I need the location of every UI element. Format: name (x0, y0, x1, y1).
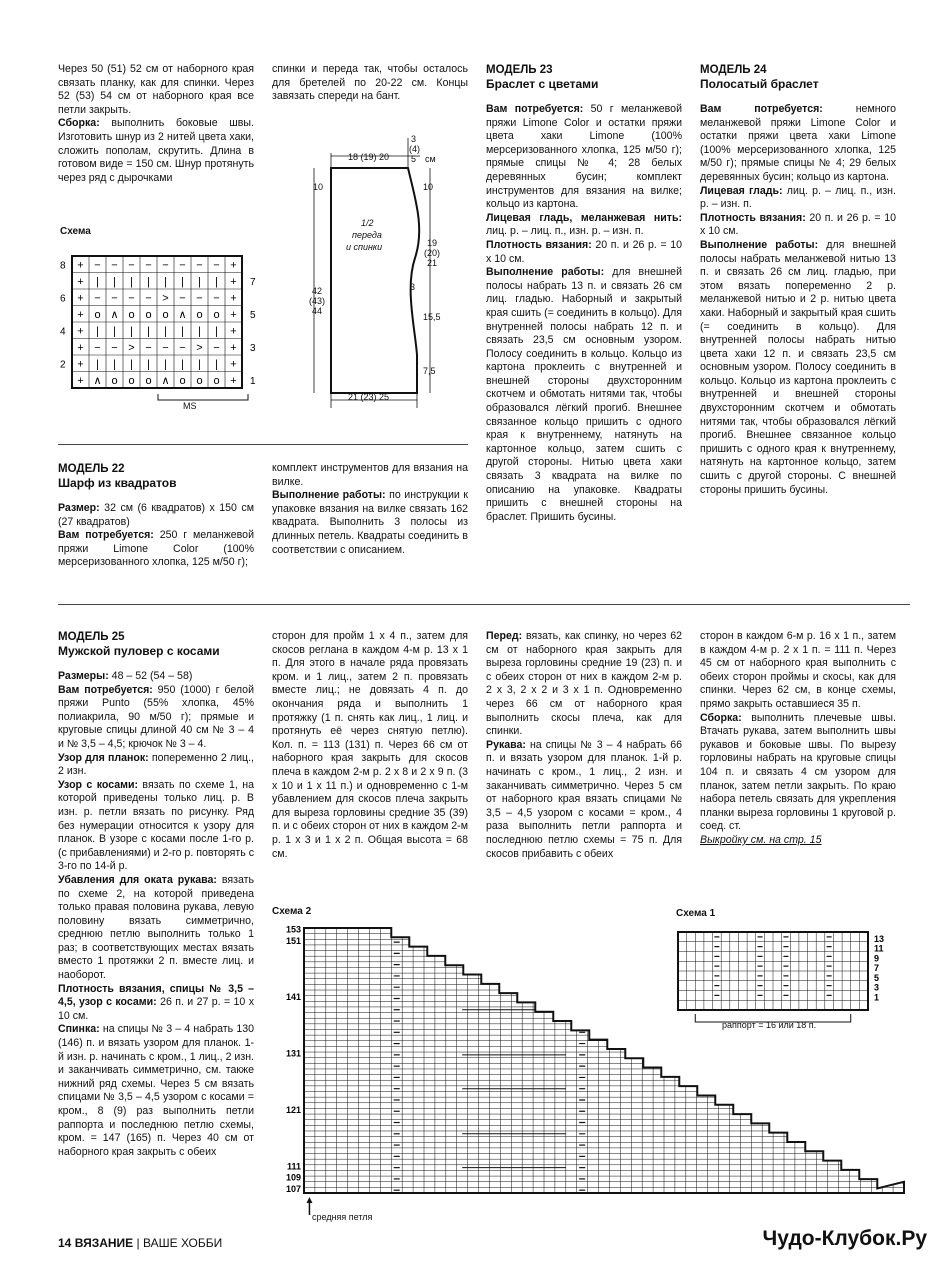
stitch-symbol: o (94, 308, 101, 321)
paragraph: Вам потребуется: 50 г меланжевой пряжи Limone Color и остатки пряжи цвета хаки Limone (100% мерсеризованного хлопка, 125 м/50 г); прямые спицы № 4; 28 белых деревянных бусин; комплект инструментов для вязания на вилке; кольцо из картона. (486, 103, 682, 211)
dim-label: 7,5 (423, 366, 436, 376)
stitch-symbol: + (230, 292, 237, 305)
dim-label: 5 (411, 154, 417, 164)
row-label: 5 (874, 972, 880, 983)
model-title: Браслет с цветами (486, 77, 599, 91)
paragraph: Плотность вязания: 20 п. и 26 р. = 10 х 10 см. (486, 238, 682, 265)
stitch-symbol: − (111, 292, 118, 305)
dim-label: 21 (427, 258, 438, 268)
row-number: 7 (250, 276, 256, 288)
stitch-symbol: | (181, 358, 184, 371)
paragraph: Вам потребуется: 950 (1000) г белой пряжи Punto (55% хлопка, 45% полиакрила, 90 м/50 г); прямые и круговые спицы длиной 40 см № 3 – 4 и № 3,5 – 4,5; крючок № 3 – 4. (58, 683, 254, 750)
stitch-symbol: o (145, 308, 152, 321)
stitch-symbol: | (164, 325, 167, 338)
row-labels (874, 934, 884, 1003)
stitch-symbol: − (213, 341, 220, 354)
stitch-symbol: + (230, 374, 237, 387)
stitch-symbol: | (147, 325, 150, 338)
row-label: 141 (285, 992, 301, 1003)
stitch-symbol: − (213, 259, 220, 272)
stitch-symbol: | (147, 358, 150, 371)
stitch-symbol: | (130, 325, 133, 338)
dim-label: 3 (411, 134, 417, 144)
stitch-symbol: | (164, 275, 167, 288)
paragraph: Рукава: на спицы № 3 – 4 набрать 66 п. и вязать узором для планок. 1-й р. начинать с кром., 1 лиц., 2 изн. и заканчивать симметрично. Через 5 см от наборного края вязать спицами № 3,5 – 4,5 узором с косами = кром., 4 раза выполнить петли раппорта и последнюю петлю схемы = 75 п. Для скосов прибавить с обеих (486, 738, 682, 860)
row-label: 153 (285, 924, 301, 935)
row-label: 1 (874, 992, 880, 1003)
stitch-symbol: | (130, 275, 133, 288)
model24-col (700, 63, 896, 497)
model-number: МОДЕЛЬ 23 (486, 64, 553, 76)
paragraph: Плотность вязания, спицы № 3,5 – 4,5, узор с косами: 26 п. и 27 р. = 10 х 10 см. (58, 982, 254, 1022)
stitch-symbol: − (111, 341, 118, 354)
stitch-symbol: + (77, 308, 84, 321)
stitch-symbol: | (113, 358, 116, 371)
row-number: 2 (60, 359, 66, 371)
dim-label: (4) (409, 144, 420, 154)
paragraph: Лицевая гладь, меланжевая нить: лиц. р. – лиц. п., изн. р. – изн. п. (486, 211, 682, 238)
dim-label: 18 (19) 20 (348, 152, 390, 162)
stitch-symbol: o (128, 374, 135, 387)
stitch-symbol: | (96, 358, 99, 371)
stitch-symbol: | (215, 358, 218, 371)
schema-title: Схема (60, 226, 91, 237)
row-label: 151 (285, 935, 301, 946)
stitch-symbol: | (215, 325, 218, 338)
dim-label: 10 (313, 182, 324, 192)
stitch-symbol: o (128, 308, 135, 321)
stitch-symbol: o (196, 374, 203, 387)
stitch-symbol: − (145, 259, 152, 272)
schema1-grid (678, 932, 868, 1010)
dim-label: (20) (424, 248, 441, 258)
pattern-caption: переда (352, 230, 382, 240)
stitch-symbol: + (77, 275, 84, 288)
row-label: 9 (874, 953, 880, 964)
row-number: 6 (60, 293, 66, 305)
stitch-symbol: | (96, 275, 99, 288)
magazine-name: ВЯЗАНИЕ (74, 1236, 134, 1250)
paragraph: Спинка: на спицы № 3 – 4 набрать 130 (146) п. и вязать узором для планок. 1-й изн. р. начинать с кром., 1 лиц., 2 изн. и заканчивать симметрично, см. также нижний ряд схемы. Через 5 см вязать спицами № 3,5 – 4,5 узором с косами = кром., 8 (9) раз выполнить петли раппорта и последнюю петлю схемы, кром. = 147 (165) п. Через 40 см от наборного края закрыть с обеих (58, 1023, 254, 1158)
paragraph: Перед: вязать, как спинку, но через 62 см от наборного края закрыть для выреза горловины средние 19 (23) п. и с обеих сторон от них в каждом 2-м р. 2 х 3, 2 х 2 и 3 х 1 п. Одновременно через 66 см от наборного края выполнить скосы плеча, как для спинки. (486, 630, 682, 738)
paragraph: Выполнение работы: по инструкции к упаковке вязания на вилке связать 162 квадрата. Выполнить 3 полосы из длинных петель. Квадраты соединить в соответствии с описанием. (272, 489, 468, 556)
paragraph: Вам потребуется: немного меланжевой пряжи Limone Color и остатки пряжи цвета хаки Limone (100% мерсеризованного хлопка, 125 м/50 г); прямые спицы № 4; 29 белых деревянных бусин; кольцо из картона. (700, 103, 896, 183)
paragraph: Узор с косами: вязать по схеме 1, на которой приведены только лиц. р. В изн. р. петли вязать по рисунку. Ряд без нумерации относится к узору для планок. В узоре с косами после 1-го р. (с прибавлениями) и 2-го р. повторять с 3-го по 14-й р. (58, 778, 254, 873)
paragraph: Плотность вязания: 20 п. и 26 р. = 10 х 10 см. (700, 211, 896, 238)
pattern-caption: и спинки (346, 242, 383, 252)
model-title: Шарф из квадратов (58, 476, 177, 490)
paragraph: Выполнение работы: для внешней полосы набрать 13 п. и связать 26 см лиц. гладью. Наборный и закрытый края сшить (= соединить в кольцо). Для внутренней полосы набрать 12 п. и связать 23,5 см основным узором. Полосу соединить в кольцо. Кольцо из картона проклеить с внутренней и внешней стороны двухсторонним скотчем и обмотать нитями так, чтобы образовался лёгкий прогиб. Внешнее связанное кольцо пришить с одного края к внутреннему, натянуть на картонное кольцо, затем сшить с другой стороны. Нитью цвета хаки связать 3 квадрата на вилке по описанию на упаковке. Квадраты пришить с внешней стороны на браслет. Пришить бусины. (486, 266, 682, 523)
row-number: 4 (60, 326, 66, 338)
row-label: 13 (874, 933, 885, 944)
model25-col1 (58, 630, 254, 1159)
stitch-symbol: + (230, 308, 237, 321)
model22-col2 (272, 462, 468, 557)
stitch-symbol: | (96, 325, 99, 338)
model23-col (486, 63, 682, 524)
stitch-symbol: o (196, 308, 203, 321)
stitch-symbol: − (111, 259, 118, 272)
divider (58, 444, 468, 445)
page-number: 14 (58, 1236, 72, 1250)
stitch-symbol: ∧ (110, 308, 119, 321)
stitch-symbol: − (162, 341, 169, 354)
stitch-symbol: − (179, 341, 186, 354)
paragraph: Размеры: 48 – 52 (54 – 58) (58, 670, 193, 682)
stitch-symbol: + (77, 325, 84, 338)
paragraph: Выполнение работы: для внешней полосы набрать меланжевой нитью 13 п. и связать 26 см лиц. гладью, при этом вязать попеременно 2 р. меланжевой нитью и 2 р. нитью цвета хаки. Наборный и закрытый края сшить (= соединить в кольцо). Для внутренней полосы набрать нитью цвета хаки 12 п. и связать 23,5 см основным узором. Полосу соединить в кольцо. Кольцо из картона проклеить с внутренней и внешней стороны двухсторонним скотчем и обмотать нитями так, чтобы образовался лёгкий прогиб. Внешнее связанное кольцо пришить с одного края к внутреннему, натянуть на картонное кольцо, затем сшить с другой стороны. С внешней стороны пришить бусины. (700, 238, 896, 496)
stitch-symbol: − (213, 292, 220, 305)
stitch-symbol: + (77, 259, 84, 272)
unit-label: см (425, 154, 436, 164)
stitch-symbol: − (128, 259, 135, 272)
stitch-symbol: + (230, 341, 237, 354)
model-number: МОДЕЛЬ 25 (58, 631, 125, 643)
pattern-caption: 1/2 (361, 218, 374, 228)
row-label: 121 (285, 1104, 301, 1115)
dim-label: 44 (312, 306, 323, 316)
stitch-symbol: | (181, 325, 184, 338)
stitch-symbol: o (162, 308, 169, 321)
stitch-symbol: > (128, 341, 135, 354)
stitch-symbol: + (77, 374, 84, 387)
top-col2 (272, 63, 468, 104)
dim-label: 3 (410, 282, 416, 292)
stitch-symbol: | (113, 325, 116, 338)
stitch-symbol: − (196, 292, 203, 305)
stitch-symbol: − (128, 292, 135, 305)
pattern-drawing (305, 138, 465, 418)
schema2-title: Схема 2 (272, 906, 312, 917)
site-watermark: Чудо-Клубок.Ру (762, 1227, 927, 1250)
paragraph: Сборка: выполнить плечевые швы. Втачать рукава, затем выполнить швы рукавов и боковые швы. По вырезу горловины набрать на круговые спицы 104 п. и связать 4 см узором для планок, затем петли закрыть. По краю набора петель связать для укрепления планки выреза горловины 1 круговой р. соед. ст. (700, 711, 896, 833)
stitch-symbol: | (198, 275, 201, 288)
row-label: 107 (285, 1183, 301, 1194)
stitch-symbol: | (198, 358, 201, 371)
paragraph: Узор для планок: попеременно 2 лиц., 2 изн. (58, 751, 254, 778)
row-label: 11 (874, 943, 884, 954)
stitch-symbol: − (196, 259, 203, 272)
paragraph: Убавления для оката рукава: вязать по схеме 2, на которой приведена только правая половина рукава, левую половину вязать симметрично, среднюю петлю выполнить только 1 раз; в соответствующих местах вязать вместо 1 протяжки 2 п. вместе лиц. и наоборот. (58, 873, 254, 982)
page-footer (58, 1236, 222, 1250)
stitch-symbol: − (94, 292, 101, 305)
dim-label: 21 (23) 25 (348, 392, 390, 402)
row-label: 109 (285, 1172, 301, 1183)
top-col1 (58, 63, 254, 185)
stitch-symbol: | (164, 358, 167, 371)
paragraph: Размер: 32 см (6 квадратов) х 150 см (27 квадратов) (58, 502, 254, 528)
row-number: 5 (250, 309, 256, 321)
model25-col3 (486, 630, 682, 861)
stitch-symbol: o (213, 308, 220, 321)
stitch-symbol: − (162, 259, 169, 272)
stitch-symbol: > (162, 292, 169, 305)
stitch-symbol: − (94, 259, 101, 272)
stitch-symbol: | (113, 275, 116, 288)
row-label: 111 (286, 1161, 301, 1172)
arrow-head (306, 1197, 312, 1203)
stitch-symbol: − (145, 341, 152, 354)
paragraph: Вам потребуется: 250 г меланжевой пряжи Limone Color (100% мерсеризованного хлопка, 125 м/50 г); (58, 529, 254, 569)
paragraph: Через 50 (51) 52 см от наборного края связать планку, как для спинки. Через 52 (53) 54 см от наборного края все петли закрыть. (58, 63, 254, 116)
magazine-sub: ВАШЕ ХОББИ (143, 1236, 223, 1250)
dim-label: 42 (312, 286, 323, 296)
model-number: МОДЕЛЬ 24 (700, 64, 767, 76)
stitch-symbol: > (196, 341, 203, 354)
stitch-symbol: ∧ (178, 308, 187, 321)
paragraph: сторон для пройм 1 х 4 п., затем для скосов реглана в каждом 4-м р. 13 х 1 п. Для этого в начале ряда провязать кром. и 1 лиц., затем 2 п. провязать вместе лиц.; не довязать 4 п. до окончания ряда и выполнить 1 протяжку (1 п. снять как лиц., 1 лиц. и протянуть её через снятую петлю). Кол. п. = 113 (131) п. Через 66 см от наборного края закрыть для скосов плеча в каждом 2-м р. 2 х 8 и 2 х 9 п. (3 х 10 и 1 х 11 п.) и одновременно с 1-м убавлением для скосов плеча закрыть для выреза горловины средние 35 (39) п. и с обеих сторон от них в каждом 2-м р. 1 х 3 и 1 х 2 п. Общая высота = 68 см. (272, 630, 468, 860)
model-title: Полосатый браслет (700, 77, 819, 91)
ms-label: MS (183, 401, 197, 411)
stitch-symbol: + (230, 358, 237, 371)
ms-bracket (158, 394, 248, 400)
row-label: 131 (285, 1048, 301, 1059)
model25-col4 (700, 630, 896, 848)
row-number: 3 (250, 342, 256, 354)
separator: | (136, 1236, 140, 1250)
row-labels (286, 925, 301, 1194)
row-number: 8 (60, 260, 66, 272)
stitch-symbol: | (198, 325, 201, 338)
row-label: 3 (874, 982, 880, 993)
dim-label: 15,5 (423, 312, 441, 322)
stitch-symbol: o (145, 374, 152, 387)
rapport-label: раппорт = 16 или 18 п. (722, 1020, 817, 1030)
stitch-symbol: − (179, 259, 186, 272)
middle-loop-label: средняя петля (312, 1212, 373, 1222)
row-number: 1 (250, 375, 256, 387)
paragraph: Сборка: выполнить боковые швы. Изготовить шнур из 2 нитей цвета хаки, сложить пополам, скрутить. Длина в готовом виде = 150 см. Шнур протянуть через ряд с дырочками (58, 117, 254, 184)
stitch-symbol: + (230, 275, 237, 288)
stitch-symbol: ∧ (161, 374, 170, 387)
stitch-symbol: − (179, 292, 186, 305)
stitch-symbol: + (77, 292, 84, 305)
stitch-symbol: | (215, 275, 218, 288)
stitch-symbol: o (179, 374, 186, 387)
divider (58, 604, 910, 605)
stitch-symbol: o (111, 374, 118, 387)
dim-label: (43) (309, 296, 326, 306)
stitch-symbol: − (94, 341, 101, 354)
paragraph: спинки и переда так, чтобы осталось для бретелей по 20-22 см. Концы завязать спереди на бант. (272, 63, 468, 103)
paragraph: сторон в каждом 6-м р. 16 х 1 п., затем в каждом 4-м р. 2 х 1 п. = 111 п. Через 45 см от наборного края выполнить с обеих сторон проймы и скосы, как для спинки. Через 62 см, в конце схемы, прямо закрыть оставшиеся 35 п. (700, 630, 896, 710)
model25-col2 (272, 630, 468, 861)
schema1-title: Схема 1 (676, 908, 716, 919)
arrows (462, 965, 566, 1168)
small-schema-grid (58, 248, 263, 418)
stitch-symbol: + (77, 341, 84, 354)
pattern-link[interactable]: Выкройку см. на стр. 15 (700, 833, 822, 846)
dim-label: 10 (423, 182, 434, 192)
stitch-symbol: ∧ (93, 374, 102, 387)
model-title: Мужской пуловер с косами (58, 644, 220, 658)
paragraph: комплект инструментов для вязания на вилке. (272, 462, 468, 488)
row-label: 7 (874, 963, 880, 974)
dim-label: 19 (427, 238, 438, 248)
stitch-symbol: | (147, 275, 150, 288)
model-number: МОДЕЛЬ 22 (58, 463, 125, 475)
stitch-symbol: o (213, 374, 220, 387)
stitch-symbol: − (145, 292, 152, 305)
stitch-symbol: + (77, 358, 84, 371)
stitch-symbol: + (230, 325, 237, 338)
stitch-symbol: | (130, 358, 133, 371)
model22-col1 (58, 462, 254, 570)
paragraph: Лицевая гладь: лиц. р. – лиц. п., изн. р. – изн. п. (700, 184, 896, 211)
stitch-symbol: | (181, 275, 184, 288)
stitch-symbol: + (230, 259, 237, 272)
